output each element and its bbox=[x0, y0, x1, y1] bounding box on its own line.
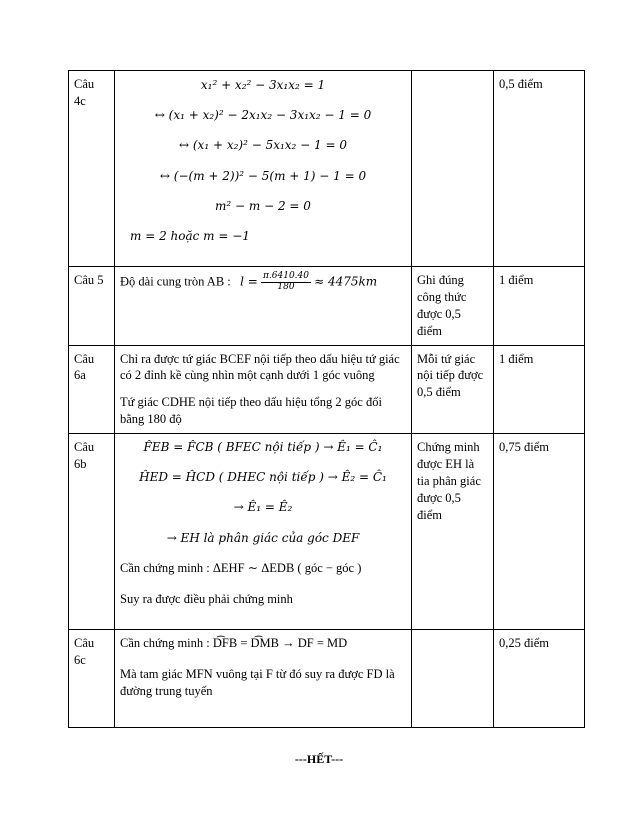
end-marker: ---HẾT--- bbox=[294, 752, 344, 766]
note-cell bbox=[412, 71, 494, 267]
points-cell: 0,5 điểm bbox=[494, 71, 585, 267]
equation-line: ĤED = ĤCD ( DHEC nội tiếp ) → Ê₂ = Ĉ₁ bbox=[139, 470, 387, 485]
solution-cell bbox=[115, 434, 412, 630]
text-line: Tứ giác CDHE nội tiếp theo dấu hiệu tổng 2 góc đối bằng 180 độ bbox=[120, 395, 382, 427]
solution-cell bbox=[115, 630, 412, 728]
note-cell: Mỗi tứ giác nội tiếp được 0,5 điểm bbox=[412, 345, 494, 434]
equation-line: ↔ (x₁ + x₂)² − 5x₁x₂ − 1 = 0 bbox=[179, 138, 347, 153]
text-line: Mà tam giác MFN vuông tại F từ đó suy ra được FD là đường trung tuyến bbox=[120, 666, 395, 698]
grading-table bbox=[68, 70, 585, 728]
question-label: Câu 6a bbox=[69, 345, 115, 434]
points-cell: 0,25 điểm bbox=[494, 630, 585, 728]
table-row bbox=[69, 267, 585, 346]
table-row bbox=[69, 71, 585, 267]
question-label: Câu 4c bbox=[69, 71, 115, 267]
question-label: Câu 6c bbox=[69, 630, 115, 728]
fraction-numerator: π.6410.40 bbox=[262, 271, 309, 281]
points-cell: 1 điểm bbox=[494, 345, 585, 434]
solution-cell bbox=[115, 71, 412, 267]
equation-line: → EH là phân giác của góc DEF bbox=[166, 530, 360, 545]
equation-line: ↔ (x₁ + x₂)² − 2x₁x₂ − 3x₁x₂ − 1 = 0 bbox=[154, 108, 372, 123]
solution-cell bbox=[115, 345, 412, 434]
formula-fraction bbox=[261, 272, 311, 293]
question-label: Câu 6b bbox=[69, 434, 115, 630]
equation-line: → Ê₁ = Ê₂ bbox=[233, 500, 293, 515]
table-row bbox=[69, 434, 585, 630]
note-cell bbox=[412, 630, 494, 728]
note-cell: Chứng minh được EH là tia phân giác được 0,5 điểm bbox=[412, 434, 494, 630]
text-line: Cần chứng minh : D͡FB = D͡MB → DF = MD bbox=[120, 636, 348, 650]
note-cell: Ghi đúng công thức được 0,5 điểm bbox=[412, 267, 494, 346]
equation-line: x₁² + x₂² − 3x₁x₂ = 1 bbox=[200, 78, 326, 92]
equation-line: F̂EB = F̂CB ( BFEC nội tiếp ) → Ê₁ = Ĉ₁ bbox=[143, 440, 383, 454]
equation-line: m = 2 hoặc m = −1 bbox=[130, 228, 250, 243]
text-line: Cần chứng minh : ΔEHF ∼ ΔEDB ( góc − góc ) bbox=[120, 560, 362, 575]
arc-length-label: Độ dài cung tròn AB : bbox=[120, 274, 231, 289]
question-label: Câu 5 bbox=[69, 267, 115, 346]
points-cell: 0,75 điểm bbox=[494, 434, 585, 630]
formula-lhs: l = bbox=[240, 274, 258, 289]
text-line: Suy ra được điều phải chứng minh bbox=[120, 591, 293, 606]
table-row bbox=[69, 345, 585, 434]
fraction-denominator: 180 bbox=[277, 281, 295, 292]
points-cell: 1 điểm bbox=[494, 267, 585, 346]
equation-line: ↔ (−(m + 2))² − 5(m + 1) − 1 = 0 bbox=[159, 168, 367, 183]
text-line: Chỉ ra được tứ giác BCEF nội tiếp theo dấu hiệu tứ giác có 2 đỉnh kề cùng nhìn một cạnh dưới 1 góc vuông bbox=[120, 351, 400, 383]
formula-rhs: ≈ 4475km bbox=[314, 274, 378, 289]
table-row bbox=[69, 630, 585, 728]
equation-line: m² − m − 2 = 0 bbox=[215, 198, 311, 213]
solution-cell bbox=[115, 267, 412, 346]
